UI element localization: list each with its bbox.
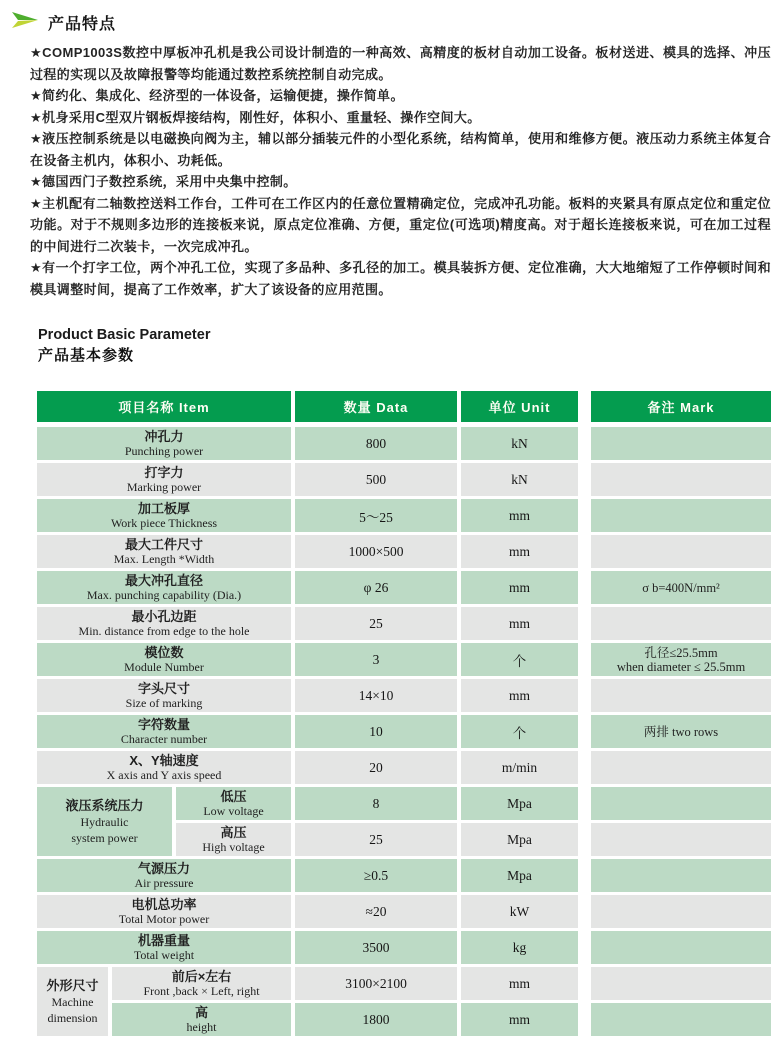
table-row (37, 967, 771, 1003)
unit-cell: mm (461, 499, 591, 535)
data-cell: 14×10 (295, 679, 461, 715)
mark-cell (591, 679, 771, 715)
mark-cell (591, 427, 771, 463)
unit-cell: kg (461, 931, 591, 967)
table-row (37, 1003, 771, 1039)
item-cell: 冲孔力 Punching power (37, 427, 295, 463)
item-cell: 字头尺寸 Size of marking (37, 679, 295, 715)
features-section (0, 0, 776, 300)
unit-cell: 个 (461, 715, 591, 751)
unit-cell: mm (461, 967, 591, 1003)
mark-cell (591, 859, 771, 895)
table-header-row (37, 391, 771, 427)
mark-cell (591, 895, 771, 931)
sub-item-cell: 前后×左右 Front ,back × Left, right (112, 967, 295, 1003)
unit-cell: kW (461, 895, 591, 931)
table-row (37, 427, 771, 463)
data-cell: 20 (295, 751, 461, 787)
table-row (37, 463, 771, 499)
table-row (37, 715, 771, 751)
mark-cell: 两排 two rows (591, 715, 771, 751)
group-cell-dimension: 外形尺寸 Machine dimension (37, 967, 112, 1039)
feature-bullet: ★有一个打字工位，两个冲孔工位，实现了多品种、多孔径的加工。模具装拆方便、定位准确，大大地缩短了工作停顿时间和模具调整时间，提高了工作效率，扩大了该设备的应用范围。 (30, 260, 771, 297)
feature-bullet: ★COMP1003S数控中厚板冲孔机是我公司设计制造的一种高效、高精度的板材自动加工设备。板材送进、模具的选择、冲压过程的实现以及故障报警等均能通过数控系统控制自动完成。 (30, 45, 771, 82)
mark-cell (591, 787, 771, 823)
features-heading: 产品特点 (48, 16, 117, 33)
table-row (37, 535, 771, 571)
item-cell: 电机总功率 Total Motor power (37, 895, 295, 931)
mark-cell (591, 1003, 771, 1039)
data-cell: ≈20 (295, 895, 461, 931)
mark-cell: 孔径≤25.5mm when diameter ≤ 25.5mm (591, 643, 771, 679)
item-cell: 最大工件尺寸 Max. Length *Width (37, 535, 295, 571)
unit-cell: m/min (461, 751, 591, 787)
item-cell: 模位数 Module Number (37, 643, 295, 679)
data-cell: 25 (295, 823, 461, 859)
header-cell-data: 数量 Data (295, 391, 461, 427)
data-cell: 3500 (295, 931, 461, 967)
unit-cell: Mpa (461, 787, 591, 823)
feature-bullet: ★机身采用C型双片钢板焊接结构，刚性好，体积小、重量轻、操作空间大。 (30, 109, 481, 125)
sub-item-cell: 高 height (112, 1003, 295, 1039)
header-cell-item: 项目名称 Item (37, 391, 295, 427)
table-row (37, 931, 771, 967)
feature-bullet: ★德国西门子数控系统，采用中央集中控制。 (30, 174, 297, 189)
parameters-heading-en: Product Basic Parameter (38, 327, 211, 343)
unit-cell: Mpa (461, 823, 591, 859)
mark-cell (591, 751, 771, 787)
section-arrow-icon (10, 10, 40, 35)
data-cell: 1000×500 (295, 535, 461, 571)
unit-cell: kN (461, 427, 591, 463)
sub-item-cell: 高压 High voltage (176, 823, 295, 859)
data-cell: 5～25 (295, 499, 461, 535)
data-cell: 25 (295, 607, 461, 643)
parameters-section (0, 327, 776, 1039)
table-row (37, 787, 771, 823)
item-cell: X、Y轴速度 X axis and Y axis speed (37, 751, 295, 787)
feature-bullet: ★主机配有二轴数控送料工作台，工件可在工作区内的任意位置精确定位，完成冲孔功能。板料的夹紧具有原点定位和重定位功能。对于不规则多边形的连接板来说，原点定位准确、方便，重定位(可选项)精度高。对于超长连接板来说，可在加工过程的中间进行二次装卡，一次完成冲孔。 (30, 195, 771, 254)
feature-bullet: ★液压控制系统是以电磁换向阀为主，辅以部分插装元件的小型化系统，结构简单，使用和维修方便。液压动力系统主体复合在设备主机内，体积小、功耗低。 (30, 131, 771, 168)
sub-item-cell: 低压 Low voltage (176, 787, 295, 823)
mark-cell (591, 931, 771, 967)
mark-cell (591, 607, 771, 643)
data-cell: 8 (295, 787, 461, 823)
features-heading-row (10, 10, 770, 35)
features-bullet-list (30, 42, 771, 300)
table-row (37, 679, 771, 715)
table-row (37, 859, 771, 895)
item-cell: 打字力 Marking power (37, 463, 295, 499)
header-cell-unit: 单位 Unit (461, 391, 591, 427)
mark-cell: σ b=400N/mm² (591, 571, 771, 607)
mark-cell (591, 967, 771, 1003)
item-cell: 最大冲孔直径 Max. punching capability (Dia.) (37, 571, 295, 607)
data-cell: 3 (295, 643, 461, 679)
data-cell: ≥0.5 (295, 859, 461, 895)
table-row (37, 895, 771, 931)
header-cell-mark: 备注 Mark (591, 391, 771, 427)
unit-cell: Mpa (461, 859, 591, 895)
data-cell: φ 26 (295, 571, 461, 607)
mark-cell (591, 463, 771, 499)
table-row (37, 751, 771, 787)
mark-cell (591, 499, 771, 535)
feature-bullet: ★简约化、集成化、经济型的一体设备，运输便捷，操作简单。 (30, 88, 404, 103)
data-cell: 1800 (295, 1003, 461, 1039)
table-row (37, 607, 771, 643)
table-row (37, 499, 771, 535)
item-cell: 最小孔边距 Min. distance from edge to the hole (37, 607, 295, 643)
item-cell: 机器重量 Total weight (37, 931, 295, 967)
item-cell: 字符数量 Character number (37, 715, 295, 751)
unit-cell: kN (461, 463, 591, 499)
table-row (37, 643, 771, 679)
data-cell: 3100×2100 (295, 967, 461, 1003)
unit-cell: mm (461, 571, 591, 607)
unit-cell: 个 (461, 643, 591, 679)
unit-cell: mm (461, 535, 591, 571)
data-cell: 10 (295, 715, 461, 751)
parameters-heading-zh: 产品基本参数 (38, 347, 135, 364)
unit-cell: mm (461, 607, 591, 643)
table-row (37, 571, 771, 607)
item-cell: 气源压力 Air pressure (37, 859, 295, 895)
unit-cell: mm (461, 679, 591, 715)
item-cell: 加工板厚 Work piece Thickness (37, 499, 295, 535)
mark-cell (591, 535, 771, 571)
parameters-table (37, 391, 771, 1039)
group-cell-hydraulic: 液压系统压力 Hydraulic system power (37, 787, 176, 859)
data-cell: 500 (295, 463, 461, 499)
data-cell: 800 (295, 427, 461, 463)
mark-cell (591, 823, 771, 859)
unit-cell: mm (461, 1003, 591, 1039)
